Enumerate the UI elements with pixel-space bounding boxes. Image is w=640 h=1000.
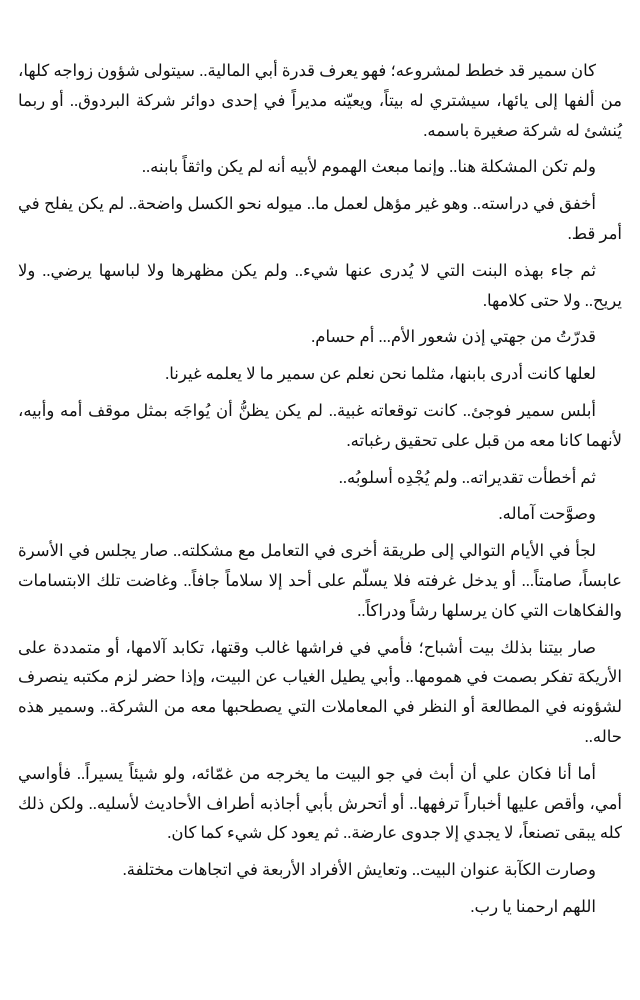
paragraph-10: لجأ في الأيام التوالي إلى طريقة أخرى في التعامل مع مشكلته.. صار يجلس في الأسرة عابساً، صامتاً... أو يدخل غرفته فلا يسلّم على أحد إلا سلاماً جافاً.. وغاضت تلك الابتسامات والفكاهات التي كان يرسلها رشاً ودراكاً.. <box>18 541 622 620</box>
paragraph-13: وصارت الكآبة عنوان البيت.. وتعايش الأفراد الأربعة في اتجاهات مختلفة. <box>122 860 596 880</box>
paragraph-12: أما أنا فكان علي أن أبث في جو البيت ما يخرجه من غمّائه، ولو شيئاً يسيراً.. فأواسي أمي، وأقص عليها أخباراً ترفهها.. أو أتحرش بأبي أجاذبه أطراف الأحاديث لأسليه.. ولكن ذلك كله يبقى تصنعاً، لا يجدي إلا جدوى عارضة.. ثم يعود كل شيء كما كان. <box>18 763 622 843</box>
paragraph-8: ثم أخطأت تقديراته.. ولم يُجْدِه أسلوبُه.. <box>338 467 596 487</box>
paragraph-14: اللهم ارحمنا يا رب. <box>470 896 596 916</box>
paragraph-6: لعلها كانت أدرى بابنها، مثلما نحن نعلم عن سمير ما لا يعلمه غيرنا. <box>165 364 596 384</box>
paragraph-4: ثم جاء بهذه البنت التي لا يُدرى عنها شيء.. ولم يكن مظهرها ولا لباسها يرضي.. ولا يريح.. ولا حتى كلامها. <box>18 260 622 310</box>
paragraph-3: أخفق في دراسته.. وهو غير مؤهل لعمل ما.. ميوله نحو الكسل واضحة.. لم يكن يفلح في أمر قط. <box>18 194 622 243</box>
paragraph-9: وصوَّحت آماله. <box>498 504 596 524</box>
paragraph-7: أبلس سمير فوجئ.. كانت توقعاته غبية.. لم يكن يظنُّ أن يُواجَه بمثل موقف أمه وأبيه، لأنهما كانا معه من قبل على تحقيق رغباته. <box>18 400 622 450</box>
paragraph-11: صار بيتنا بذلك بيت أشباح؛ فأمي في فراشها غالب وقتها، تكابد آلامها، أو متمددة على الأريكة تفكر بصمت في همومها.. وأبي يطيل الغياب عن البيت، وإذا حضر لزم مكتبه ينصرف لشؤونه في المطالعة أو النظر في المعاملات التي يصطحبها معه من الشركة.. وسمير هذه حاله.. <box>18 637 622 746</box>
paragraph-2: ولم تكن المشكلة هنا.. وإنما مبعث الهموم لأبيه أنه لم يكن واثقاً بابنه.. <box>141 157 596 177</box>
paragraph-5: قدرّتُ من جهتي إذن شعور الأم... أم حسام. <box>311 327 596 347</box>
document-page <box>18 56 622 929</box>
paragraph-1: كان سمير قد خطط لمشروعه؛ فهو يعرف قدرة أبي المالية.. سيتولى شؤون زواجه كلها، من ألفها إلى يائها، سيشتري له بيتاً، ويعيّنه مديراً في إحدى دوائر شركة البردوق.. أو ربما يُنشئ له شركة صغيرة باسمه. <box>18 61 622 140</box>
